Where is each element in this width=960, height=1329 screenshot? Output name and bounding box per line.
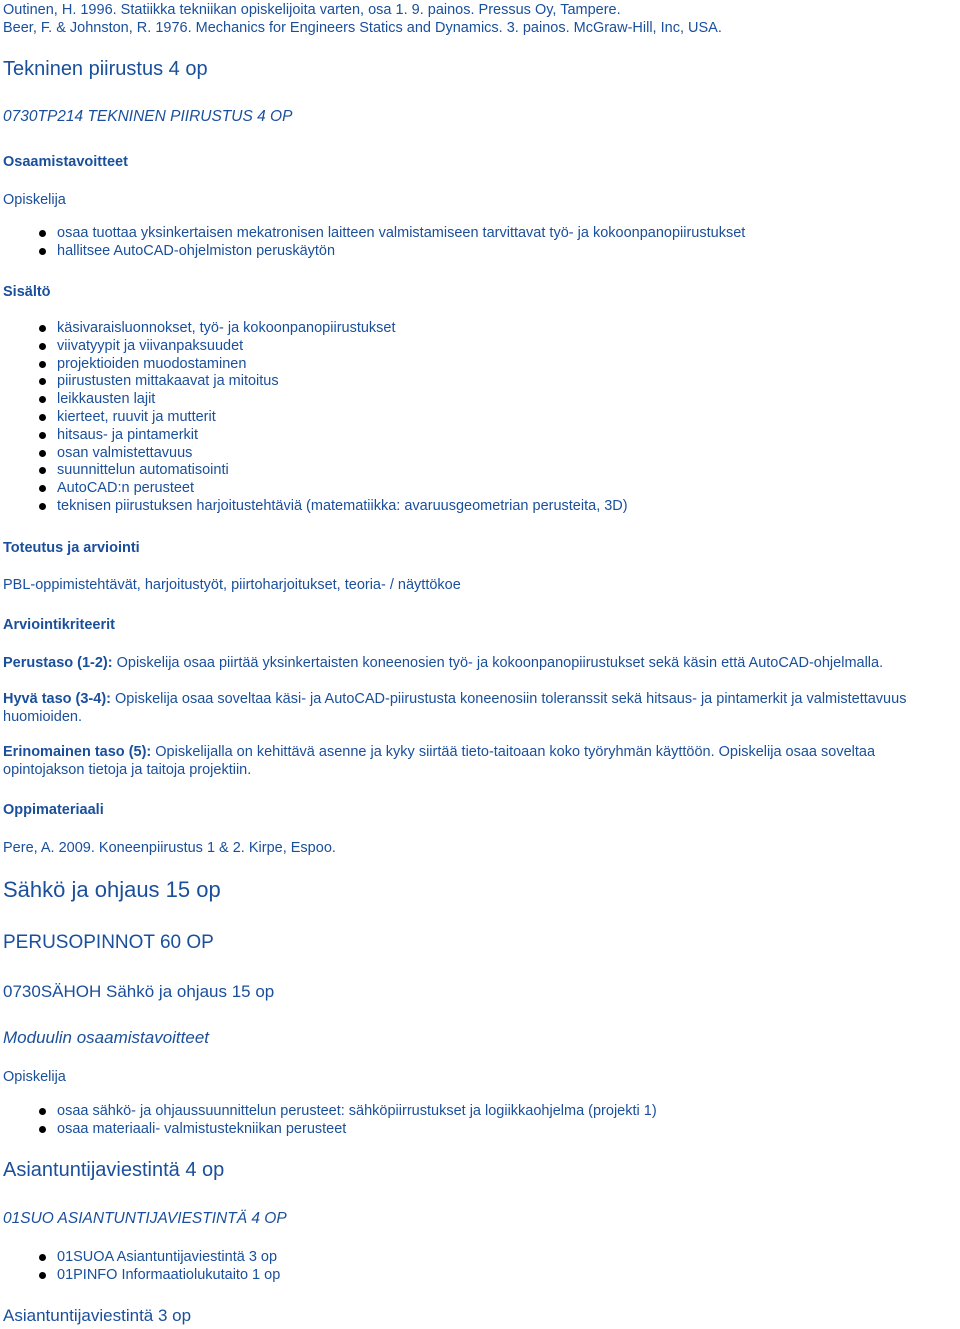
module-student-label: Opiskelija	[3, 1069, 66, 1085]
list-item: osaa sähkö- ja ohjaussuunnittelun perusteet: sähköpiirrustukset ja logiikkaohjelma (projekti 1)	[0, 1103, 657, 1121]
criteria-basic	[3, 654, 953, 672]
content-heading: Sisältö	[3, 284, 51, 300]
implementation-heading: Toteutus ja arviointi	[3, 540, 140, 556]
list-item: teknisen piirustuksen harjoitustehtäviä (matematiikka: avaruusgeometrian perusteita, 3D)	[0, 498, 628, 516]
module-outcomes-list	[0, 1103, 657, 1139]
list-item: 01SUOA Asiantuntijaviestintä 3 op	[0, 1249, 280, 1267]
criteria-excellent-text: Opiskelijalla on kehittävä asenne ja kyky siirtää tieto-taitoaan koko työryhmän käyttöön. Opiskelija osaa soveltaa opintojakson tietoja ja taitoja projektiin.	[3, 744, 876, 778]
course-code-title: 0730TP214 TEKNINEN PIIRUSTUS 4 OP	[3, 108, 293, 125]
criteria-good-label: Hyvä taso (3-4):	[3, 691, 111, 707]
course2-next-title: Asiantuntijaviestintä 3 op	[3, 1306, 192, 1325]
list-item: AutoCAD:n perusteet	[0, 480, 628, 498]
materials-heading: Oppimateriaali	[3, 802, 104, 818]
list-item: hallitsee AutoCAD-ohjelmiston peruskäytön	[0, 243, 745, 261]
basic-studies-heading: PERUSOPINNOT 60 OP	[3, 932, 214, 953]
course-title: Tekninen piirustus 4 op	[3, 58, 208, 80]
list-item: osaa tuottaa yksinkertaisen mekatronisen laitteen valmistamiseen tarvittavat työ- ja kokoonpanopiirustukset	[0, 225, 745, 243]
list-item: 01PINFO Informaatiolukutaito 1 op	[0, 1267, 280, 1285]
criteria-good-text: Opiskelija osaa soveltaa käsi- ja AutoCAD-piirustusta koneenosiin toleranssit sekä hitsaus- ja pintamerkit ja valmistettavuus huomioiden.	[3, 691, 907, 725]
list-item: osan valmistettavuus	[0, 445, 628, 463]
criteria-excellent-label: Erinomainen taso (5):	[3, 744, 152, 760]
content-list	[0, 320, 628, 516]
list-item: suunnittelun automatisointi	[0, 462, 628, 480]
reference-2: Beer, F. & Johnston, R. 1976. Mechanics for Engineers Statics and Dynamics. 3. painos. McGraw-Hill, Inc, USA.	[3, 20, 722, 36]
module-outcomes-heading: Moduulin osaamistavoitteet	[3, 1028, 210, 1047]
outcomes-heading: Osaamistavoitteet	[3, 154, 128, 170]
materials-text: Pere, A. 2009. Koneenpiirustus 1 & 2. Kirpe, Espoo.	[3, 840, 336, 856]
list-item: kierteet, ruuvit ja mutterit	[0, 409, 628, 427]
list-item: osaa materiaali- valmistustekniikan perusteet	[0, 1121, 657, 1139]
list-item: hitsaus- ja pintamerkit	[0, 427, 628, 445]
list-item: käsivaraisluonnokset, työ- ja kokoonpanopiirustukset	[0, 320, 628, 338]
criteria-good	[3, 690, 953, 726]
criteria-excellent	[3, 743, 883, 779]
list-item: leikkausten lajit	[0, 391, 628, 409]
module-title: Sähkö ja ohjaus 15 op	[3, 877, 221, 902]
course2-title: Asiantuntijaviestintä 4 op	[3, 1159, 225, 1181]
list-item: projektioiden muodostaminen	[0, 356, 628, 374]
list-item: piirustusten mittakaavat ja mitoitus	[0, 373, 628, 391]
course2-items-list	[0, 1249, 280, 1285]
implementation-text: PBL-oppimistehtävät, harjoitustyöt, piirtoharjoitukset, teoria- / näyttökoe	[3, 577, 461, 593]
criteria-basic-label: Perustaso (1-2):	[3, 655, 113, 671]
course2-code-title: 01SUO ASIANTUNTIJAVIESTINTÄ 4 OP	[3, 1210, 287, 1227]
list-item: viivatyypit ja viivanpaksuudet	[0, 338, 628, 356]
module-code-title: 0730SÄHOH Sähkö ja ohjaus 15 op	[3, 982, 275, 1001]
outcomes-list	[0, 225, 745, 261]
criteria-basic-text: Opiskelija osaa piirtää yksinkertaisten koneenosien työ- ja kokoonpanopiirustukset sekä käsin että AutoCAD-ohjelmalla.	[112, 655, 884, 671]
student-label: Opiskelija	[3, 192, 66, 208]
criteria-heading: Arviointikriteerit	[3, 617, 115, 633]
reference-1: Outinen, H. 1996. Statiikka tekniikan opiskelijoita varten, osa 1. 9. painos. Pressus Oy, Tampere.	[3, 2, 621, 18]
